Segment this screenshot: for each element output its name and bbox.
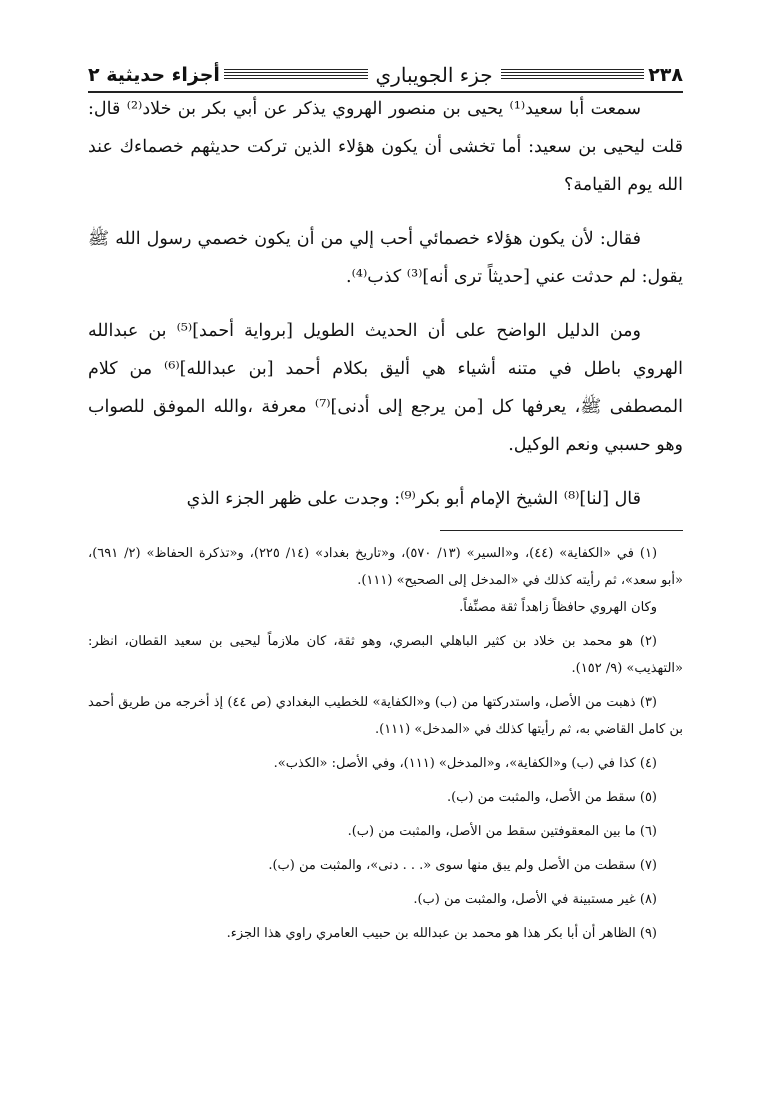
footnote-1: (١) في «الكفاية» (٤٤)، و«السير» (١٣/ ٥٧٠)، و«تاريخ بغداد» (١٤/ ٢٢٥)، و«تذكرة الحفاظ» (٢/ ٦٩١)، «أبو سعد»، ثم رأيته كذلك في «المدخل إلى الصحيح» (١١١). (88, 546, 683, 588)
footnotes (88, 540, 683, 954)
footnote-3: (٣) ذهبت من الأصل، واستدركتها من (ب) و«الكفاية» للخطيب البغدادي (ص ٤٤) إذ أخرجه من طريق أحمد بن كامل القاضي به، ثم رأيتها كذلك في «المدخل» (١١١). (88, 695, 683, 737)
paragraph-2: فقال: لأن يكون هؤلاء خصمائي أحب إلي من أن يكون خصمي رسول الله ﷺ يقول: لم حدثت عني [حديثاً ترى أنه]⁽³⁾ كذب⁽⁴⁾. (88, 229, 683, 287)
header-ornament-left (224, 69, 368, 81)
page-number: ٢٣٨ (648, 64, 683, 86)
paragraph-1: سمعت أبا سعيد⁽¹⁾ يحيى بن منصور الهروي يذكر عن أبي بكر بن خلاد⁽²⁾ قال: قلت ليحيى بن سعيد: أما تخشى أن يكون هؤلاء الذين تركت حديثهم خصماءك عند الله يوم القيامة؟ (88, 99, 683, 195)
paragraph-4: قال [لنا]⁽⁸⁾ الشيخ الإمام أبو بكر⁽⁹⁾: وجدت على ظهر الجزء الذي (186, 489, 641, 509)
footnote-7: (٧) سقطت من الأصل ولم يبق منها سوى «. . . دنى»، والمثبت من (ب). (268, 858, 657, 873)
footnote-2: (٢) هو محمد بن خلاد بن كثير الباهلي البصري، وهو ثقة، كان ملازماً ليحيى بن سعيد القطان، انظر: «التهذيب» (٩/ ١٥٢). (88, 634, 683, 676)
main-text (88, 90, 683, 534)
book-title: أجزاء حديثية ٢ (87, 64, 220, 86)
footnote-4: (٤) كذا في (ب) و«الكفاية»، و«المدخل» (١١١)، وفي الأصل: «الكذب». (273, 756, 657, 771)
footnote-6: (٦) ما بين المعقوفتين سقط من الأصل، والمثبت من (ب). (347, 824, 657, 839)
running-header (88, 58, 683, 92)
paragraph-3: ومن الدليل الواضح على أن الحديث الطويل [برواية أحمد]⁽⁵⁾ بن عبدالله الهروي باطل في متنه أشياء هي أليق بكلام أحمد [بن عبدالله]⁽⁶⁾ من كلام المصطفى ﷺ، يعرفها كل [من يرجع إلى أدنى]⁽⁷⁾ معرفة ،والله الموفق للصواب وهو حسبي ونعم الوكيل. (88, 321, 683, 455)
footnote-9: (٩) الظاهر أن أبا بكر هذا هو محمد بن عبدالله بن حبيب العامري راوي هذا الجزء. (226, 926, 657, 941)
footnote-8: (٨) غير مستبينة في الأصل، والمثبت من (ب). (413, 892, 657, 907)
footnote-1-continuation: وكان الهروي حافظاً زاهداً ثقة مصنِّفاً. (459, 600, 657, 615)
footnote-separator (440, 530, 683, 531)
header-center-title: جزء الجويباري (375, 63, 493, 87)
footnote-5: (٥) سقط من الأصل، والمثبت من (ب). (446, 790, 657, 805)
header-ornament-right (501, 69, 645, 81)
